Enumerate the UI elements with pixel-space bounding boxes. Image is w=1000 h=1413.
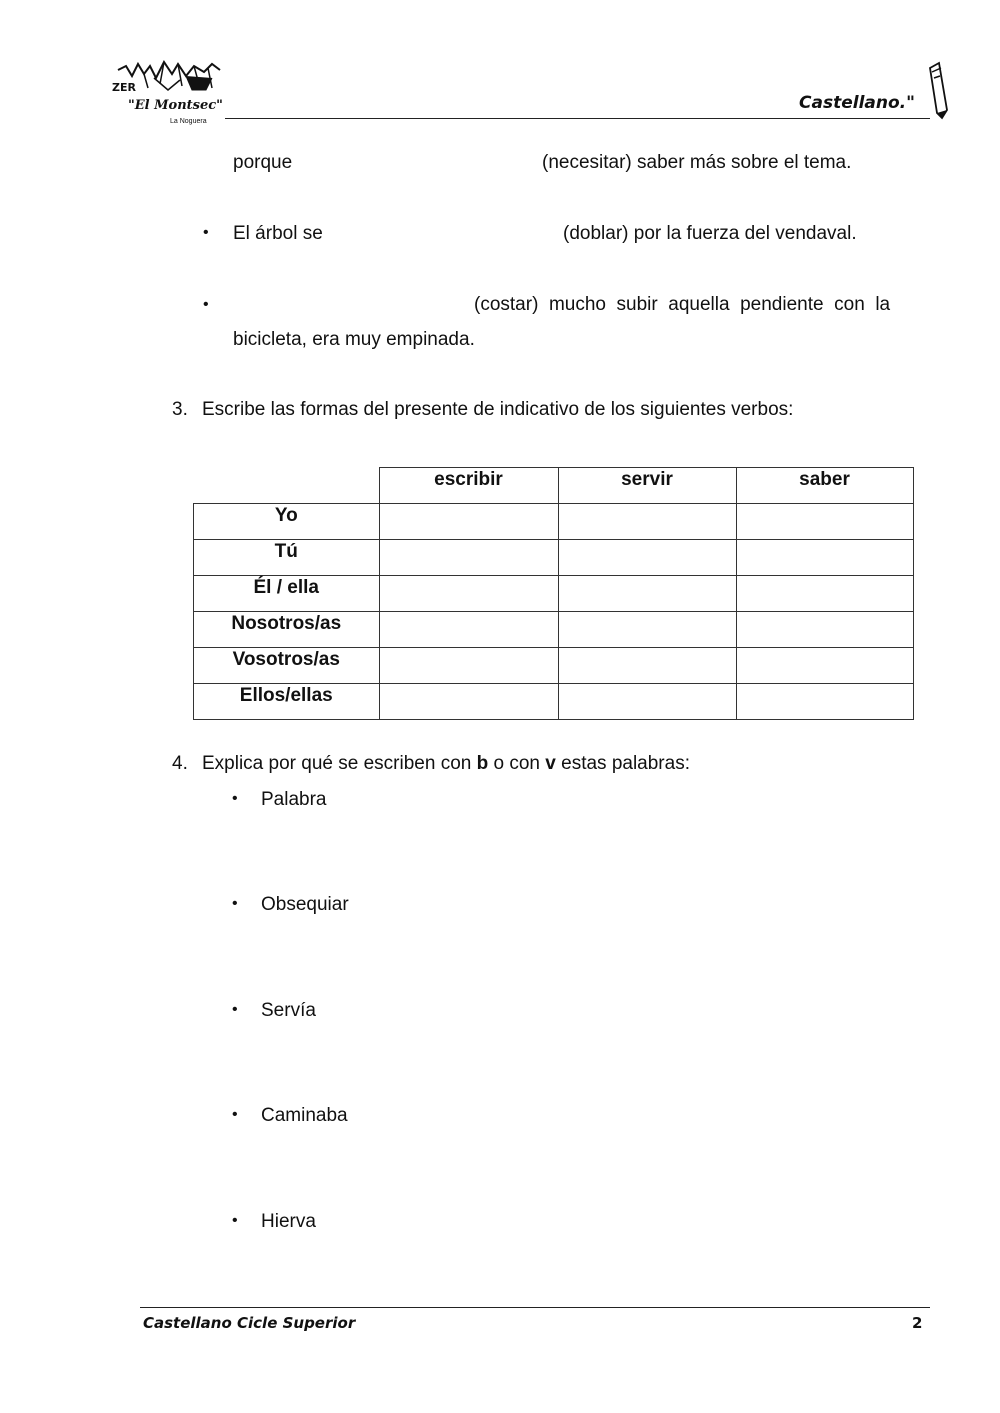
- footer-rule: [140, 1307, 930, 1308]
- answer-cell[interactable]: [379, 540, 558, 576]
- school-logo-mountains: [108, 58, 228, 130]
- answer-cell[interactable]: [558, 684, 736, 720]
- instruction-text: estas palabras:: [555, 753, 690, 774]
- sentence-verb-necesitar: (necesitar) saber más sobre el tema.: [542, 152, 852, 173]
- header-rule: [225, 118, 930, 119]
- verb-conjugation-table: [193, 467, 914, 720]
- footer-course: Castellano Cicle Superior: [143, 1314, 356, 1332]
- answer-cell[interactable]: [379, 612, 558, 648]
- word-item: Caminaba: [261, 1105, 348, 1126]
- sentence-bicicleta: bicicleta, era muy empinada.: [233, 329, 475, 350]
- bullet: •: [203, 296, 209, 313]
- letter-b: b: [476, 753, 489, 774]
- word-item: Hierva: [261, 1211, 316, 1232]
- table-row: [194, 684, 914, 720]
- table-row: [194, 504, 914, 540]
- answer-cell[interactable]: [736, 648, 913, 684]
- answer-cell[interactable]: [736, 504, 913, 540]
- page-number: 2: [912, 1314, 923, 1332]
- logo-subtitle: La Noguera: [170, 118, 207, 125]
- bullet: •: [232, 895, 238, 912]
- word-item: Servía: [261, 1000, 316, 1021]
- table-row: [194, 612, 914, 648]
- row-header: Ellos/ellas: [194, 684, 380, 720]
- answer-cell[interactable]: [558, 648, 736, 684]
- table-corner: [194, 468, 380, 504]
- bullet: •: [232, 790, 238, 807]
- column-header: escribir: [379, 468, 558, 504]
- pencil-icon: [925, 60, 951, 120]
- column-header: servir: [558, 468, 736, 504]
- table-row: [194, 648, 914, 684]
- row-header: Yo: [194, 504, 380, 540]
- letter-v: v: [545, 753, 556, 774]
- exercise-3-number: 3.: [172, 399, 188, 420]
- instruction-text: o con: [488, 753, 546, 774]
- exercise-3-instruction: Escribe las formas del presente de indicativo de los siguientes verbos:: [202, 399, 794, 420]
- bullet: •: [203, 224, 209, 241]
- sentence-verb-costar: (costar) mucho subir aquella pendiente con la: [474, 294, 891, 315]
- exercise-4-instruction: [202, 753, 690, 775]
- sentence-line-porque: porque: [233, 152, 293, 173]
- word-item: Palabra: [261, 789, 327, 810]
- answer-cell[interactable]: [379, 684, 558, 720]
- table-row: [194, 576, 914, 612]
- answer-cell[interactable]: [379, 576, 558, 612]
- answer-cell[interactable]: [736, 684, 913, 720]
- table-row: [194, 540, 914, 576]
- answer-cell[interactable]: [379, 648, 558, 684]
- answer-cell[interactable]: [736, 576, 913, 612]
- answer-cell[interactable]: [558, 540, 736, 576]
- bullet: •: [232, 1001, 238, 1018]
- answer-cell[interactable]: [558, 612, 736, 648]
- word-item: Obsequiar: [261, 894, 349, 915]
- sentence-arbol: El árbol se: [233, 223, 323, 244]
- row-header: Vosotros/as: [194, 648, 380, 684]
- answer-cell[interactable]: [558, 576, 736, 612]
- table-header-row: [194, 468, 914, 504]
- column-header: saber: [736, 468, 913, 504]
- bullet: •: [232, 1212, 238, 1229]
- bullet: •: [232, 1106, 238, 1123]
- answer-cell[interactable]: [558, 504, 736, 540]
- exercise-4-number: 4.: [172, 753, 188, 774]
- logo-name: "El Montsec": [128, 98, 223, 113]
- header-title: Castellano.": [799, 93, 915, 113]
- logo-side-text: ZER: [112, 81, 136, 94]
- sentence-verb-doblar: (doblar) por la fuerza del vendaval.: [563, 223, 857, 244]
- row-header: Tú: [194, 540, 380, 576]
- answer-cell[interactable]: [736, 612, 913, 648]
- answer-cell[interactable]: [736, 540, 913, 576]
- answer-cell[interactable]: [379, 504, 558, 540]
- row-header: Nosotros/as: [194, 612, 380, 648]
- row-header: Él / ella: [194, 576, 380, 612]
- instruction-text: Explica por qué se escriben con: [202, 753, 477, 774]
